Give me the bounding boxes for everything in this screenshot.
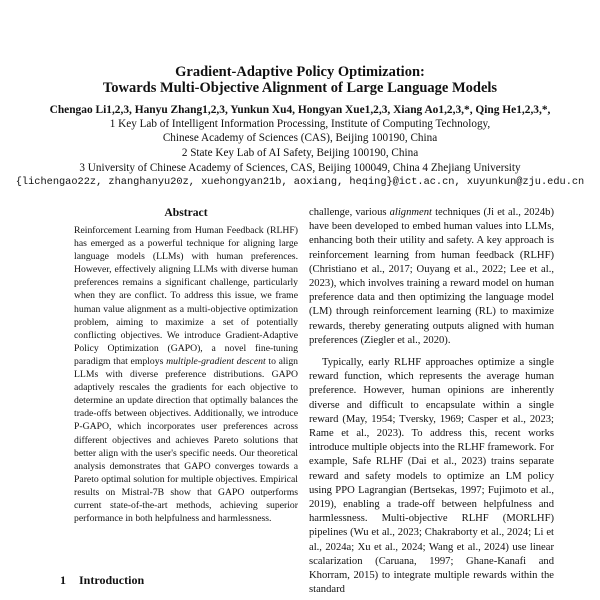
abstract-text-part1: Reinforcement Learning from Human Feedback (RLHF) has emerged as a powerful technique for aligning large language models (LLMs) with human preferences. However, effectively aligning LLMs with diverse human preferences remains a significant challenge, particularly when they are conflict. To address this issue, we frame human value alignment as a multi-objective optimization problem, aiming to maximize a set of potentially conflicting objectives. We introduce Gradient-Adaptive Policy Optimization (GAPO), a novel fine-tuning paradigm that employs bbox=[74, 225, 298, 367]
body-paragraph-1 bbox=[309, 206, 554, 348]
section-title: Introduction bbox=[79, 573, 145, 587]
section-number: 1 bbox=[60, 573, 66, 587]
paper-title-line1: Gradient-Adaptive Policy Optimization: bbox=[175, 64, 425, 80]
body-paragraph-2: Typically, early RLHF approaches optimize a single reward function, which represents the average human preference. However, human opinions are inherently diverse and difficult to encapsulate within a single reward (May, 1954; Tversky, 1969; Casper et al., 2023; Rame et al., 2023). To address this, recent works introduce multiple objects into the RLHF framework. For example, Safe RLHF (Dai et al., 2023) trains separate reward and safety models to optimize an LM policy using PPO Lagrangian (Bertsekas, 1997; Fujimoto et al., 2019), enabling a trade-off between helpfulness and harmlessness. Multi-objective RLHF (MORLHF) pipelines (Wu et al., 2023; Chakraborty et al., 2024; Li et al., 2024a; Xu et al., 2024; Wang et al., 2024) use linear scalarization (Caruana, 1997; Ghane-Kanafi and Khorram, 2015) to integrate multiple rewards within the standard bbox=[309, 357, 554, 596]
author-emails: {lichengao22z, zhanghanyu20z, xuehongyan21b, aoxiang, heqing}@ict.ac.cn, xuyunkun@zju.edu.cn bbox=[15, 176, 585, 188]
affiliation-2: 2 State Key Lab of AI Safety, Beijing 100190, China bbox=[181, 147, 419, 159]
body-p1-start: challenge, various bbox=[309, 207, 390, 218]
affiliation-1-continued: Chinese Academy of Sciences (CAS), Beijing 100190, China bbox=[162, 132, 438, 144]
body-p1-italic-term: alignment bbox=[389, 207, 432, 218]
abstract-heading: Abstract bbox=[164, 206, 208, 219]
affiliation-1: 1 Key Lab of Intelligent Information Processing, Institute of Computing Technology, bbox=[109, 118, 491, 130]
affiliation-3: 3 University of Chinese Academy of Sciences, CAS, Beijing 100049, China 4 Zhejiang University bbox=[79, 162, 521, 174]
body-p1-rest: techniques (Ji et al., 2024b) have been developed to embed human values into LLMs, enhancing both their utility and safety. A key approach is reinforcement learning from human feedback (RLHF) (Christiano et al., 2017; Ouyang et al., 2022; Lee et al., 2023), which involves training a reward model on human preference data and then optimizing the language model (LM) through reinforcement learning (RL) to maximize rewards, thereby generating outputs aligned with human preferences (Ziegler et al., 2020). bbox=[309, 207, 554, 346]
abstract-body bbox=[74, 224, 298, 525]
paper-title-line2: Towards Multi-Objective Alignment of Large Language Models bbox=[102, 80, 498, 96]
abstract-text-part2: to align LLMs with diverse preference distributions. GAPO adaptively rescales the gradients for each objective to determine an update direction that optimally balances the trade-offs between objectives. Additionally, we introduce P-GAPO, which incorporates user preferences across different objectives and achieves Pareto solutions that better align with the user's specific needs. Our theoretical analysis demonstrates that GAPO converges towards a Pareto optimal solution for multiple objectives. Empirical results on Mistral-7B show that GAPO outperforms current state-of-the-art methods, achieving superior performance in both helpfulness and harmlessness. bbox=[74, 355, 299, 525]
abstract-italic-term: multiple-gradient descent bbox=[166, 355, 266, 367]
author-list: Chengao Li1,2,3, Hanyu Zhang1,2,3, Yunkun Xu4, Hongyan Xue1,2,3, Xiang Ao1,2,3,*, Qing He1,2,3,*, bbox=[49, 104, 551, 116]
section-heading-introduction bbox=[60, 573, 144, 588]
right-column-text bbox=[309, 206, 554, 597]
